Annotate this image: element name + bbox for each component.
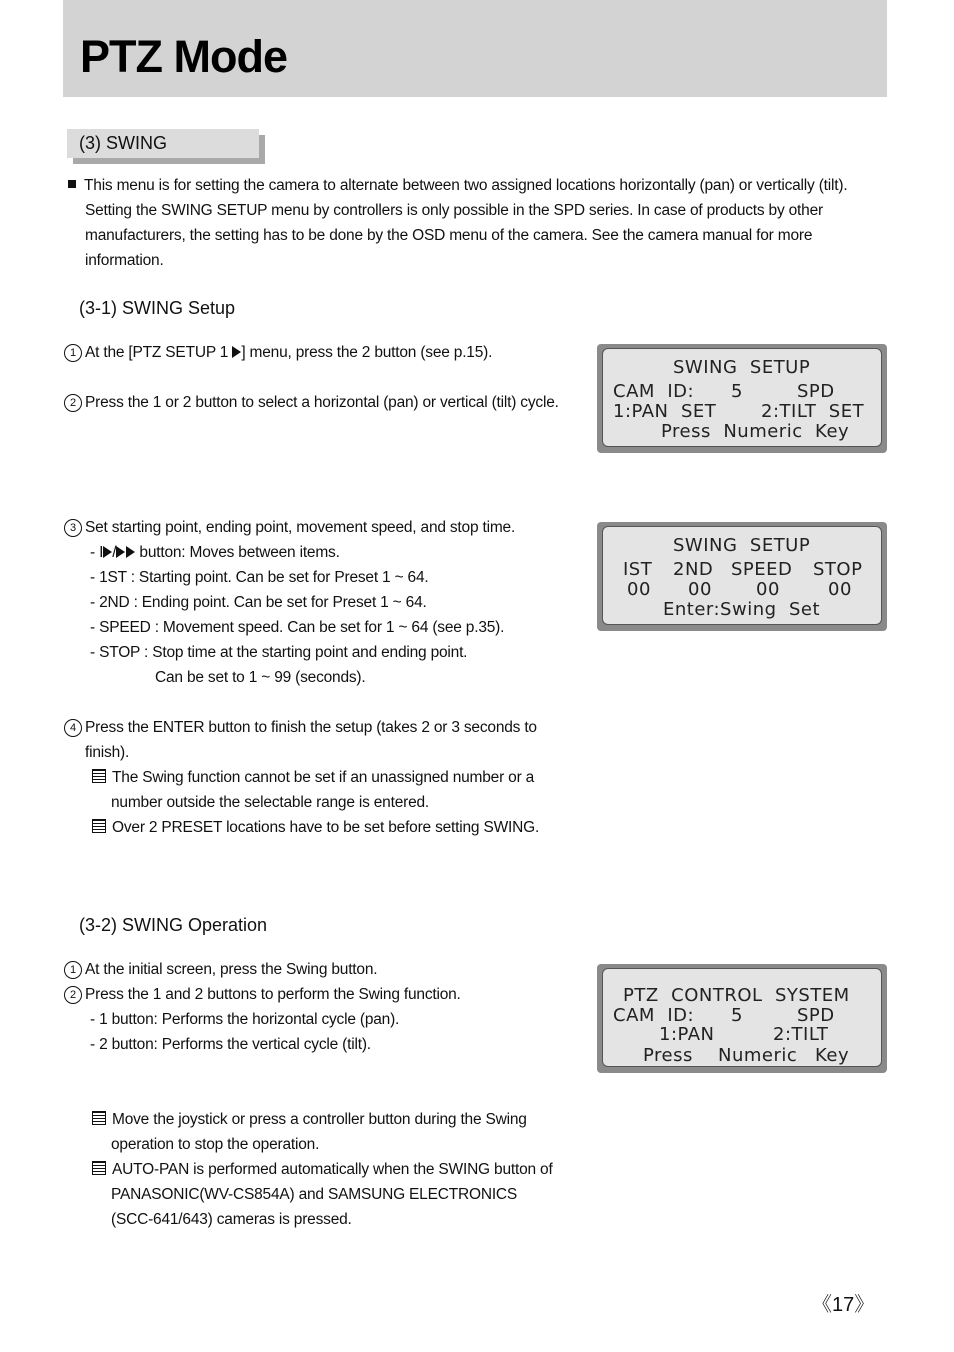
step-number: 2 [64,394,82,412]
play-icon [232,346,241,358]
operation-steps [64,957,461,1057]
note-text: PANASONIC(WV-CS854A) and SAMSUNG ELECTRONICS [111,1186,518,1203]
operation-heading: (3-2) SWING Operation [79,915,268,935]
step-text: Press the ENTER button to finish the setup (takes 2 or 3 seconds to [85,719,537,736]
lcd-text: CAM ID: [613,1005,695,1026]
setup-step-3 [64,515,515,690]
intro-line: information. [85,252,164,269]
step-3-item: - STOP : Stop time at the starting point and ending point. [90,644,468,661]
intro-line: manufacturers, the setting has to be done by the OSD menu of the camera. See the camera manual for more [85,227,813,244]
note-text: operation to stop the operation. [111,1136,320,1153]
step-number: 1 [64,344,82,362]
note-icon [92,1111,106,1125]
page-title: PTZ Mode [80,31,287,82]
lcd-text: STOP [813,559,863,580]
step-text: Set starting point, ending point, movement speed, and stop time. [85,519,516,536]
lcd-text: SPEED [731,559,793,580]
section-label: (3) SWING [79,133,167,153]
lcd-text: SPD [797,1005,835,1026]
operation-item: - 2 button: Performs the vertical cycle (tilt). [90,1036,371,1053]
lcd-text: 00 [627,579,651,600]
lcd-text: Numeric [718,1045,798,1066]
item-text: button: Moves between items. [135,544,340,561]
lcd-text: 00 [828,579,852,600]
step-number: 2 [64,986,82,1004]
page-number: 《17》 [812,1294,875,1316]
lcd-swing-setup-values [597,522,887,631]
lcd-text: Press [643,1045,693,1066]
note-text: AUTO-PAN is performed automatically when the SWING button of [112,1161,553,1178]
play-icon [103,546,112,558]
intro-line: This menu is for setting the camera to alternate between two assigned locations horizontally (pan) or vertically (tilt). [84,177,848,194]
lcd-text: Enter:Swing Set [663,599,821,620]
lcd-text: CAM ID: [613,381,695,402]
note-icon [92,819,106,833]
note-text: Over 2 PRESET locations have to be set before setting SWING. [112,819,540,836]
lcd-swing-setup-menu [597,344,887,453]
lcd-title: SWING SETUP [673,357,811,378]
setup-step-2 [64,390,559,415]
note-icon [92,1161,106,1175]
lcd-text: 1:PAN SET [613,401,717,422]
lcd-text: 5 [731,381,743,402]
step-text: At the [PTZ SETUP 1 [85,344,233,361]
lcd-ptz-control-system [597,964,887,1073]
lcd-text: Press Numeric Key [661,421,850,442]
step-number: 1 [64,961,82,979]
setup-step-4 [64,715,539,840]
setup-step-1 [64,340,492,365]
step-text: At the initial screen, press the Swing button. [85,961,378,978]
bullet-square-icon [68,180,76,188]
step-3-item: - SPEED : Movement speed. Can be set for 1 ~ 64 (see p.35). [90,619,505,636]
lcd-text: SPD [797,381,835,402]
step-3-item [64,540,515,565]
step-number: 3 [64,519,82,537]
note-text: number outside the selectable range is entered. [111,794,430,811]
lcd-text: 2ND [673,559,714,580]
play-icon [126,546,135,558]
lcd-text: 2:TILT [773,1024,829,1045]
step-text: Press the 1 or 2 button to select a horizontal (pan) or vertical (tilt) cycle. [85,394,559,411]
intro-paragraph [68,173,847,273]
item-text: / [112,544,117,561]
step-3-item: - 2ND : Ending point. Can be set for Preset 1 ~ 64. [90,594,427,611]
lcd-title: SWING SETUP [673,535,811,556]
step-text: finish). [85,744,130,761]
step-text: ] menu, press the 2 button (see p.15). [241,344,493,361]
note-icon [92,769,106,783]
lcd-text: Key [815,1045,850,1066]
step-3-item: Can be set to 1 ~ 99 (seconds). [155,669,366,686]
lcd-text: IST [623,559,653,580]
operation-item: - 1 button: Performs the horizontal cycle (pan). [90,1011,400,1028]
lcd-text: 5 [731,1005,743,1026]
operation-notes [92,1107,553,1232]
lcd-title: PTZ CONTROL SYSTEM [623,985,850,1006]
lcd-text: 00 [688,579,712,600]
lcd-text: 1:PAN [659,1024,715,1045]
setup-heading: (3-1) SWING Setup [79,298,236,318]
note-text: The Swing function cannot be set if an unassigned number or a [112,769,535,786]
lcd-text: 2:TILT SET [761,401,865,422]
page-header [63,0,887,97]
section-label-box [67,129,259,158]
note-text: Move the joystick or press a controller button during the Swing [112,1111,527,1128]
step-text: Press the 1 and 2 buttons to perform the Swing function. [85,986,461,1003]
note-text: (SCC-641/643) cameras is pressed. [111,1211,352,1228]
step-3-item: - 1ST : Starting point. Can be set for Preset 1 ~ 64. [90,569,429,586]
play-icon [116,546,125,558]
intro-line: Setting the SWING SETUP menu by controllers is only possible in the SPD series. In case of products by other [85,202,823,219]
lcd-text: 00 [756,579,780,600]
step-number: 4 [64,719,82,737]
item-text: - I [90,544,104,561]
